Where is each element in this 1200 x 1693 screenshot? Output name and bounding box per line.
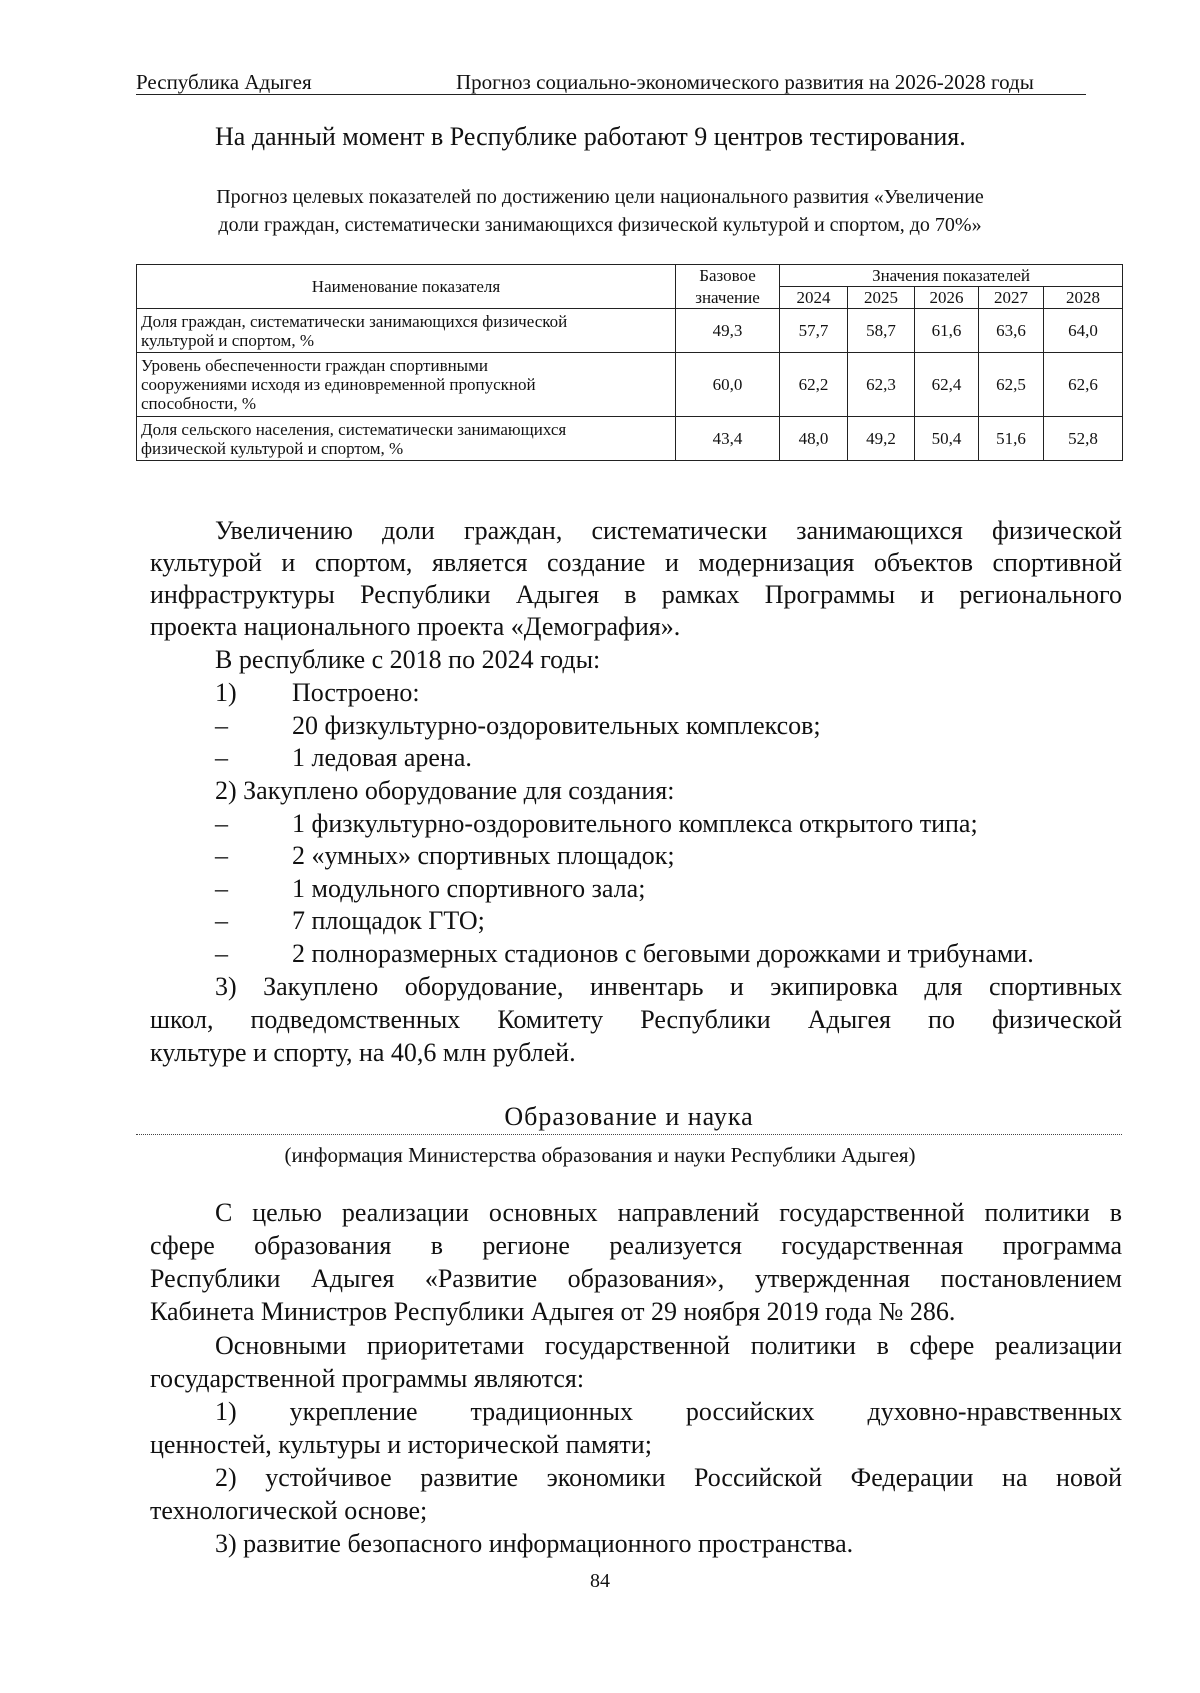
priority-item: 1) укрепление традиционных российских духовно-нравственных bbox=[215, 1397, 1122, 1426]
header-values: Значения показателей bbox=[780, 265, 1123, 287]
paragraph-line: инфраструктуры Республики Адыгея в рамках Программы и регионального bbox=[150, 580, 1122, 609]
header-year: 2027 bbox=[979, 287, 1044, 309]
year-value: 62,3 bbox=[848, 353, 915, 417]
header-year: 2025 bbox=[848, 287, 915, 309]
bought-label: 2) Закуплено оборудование для создания: bbox=[215, 776, 675, 805]
year-value: 64,0 bbox=[1044, 309, 1123, 353]
paragraph-line: государственной программы являются: bbox=[150, 1364, 585, 1393]
year-value: 61,6 bbox=[915, 309, 979, 353]
priority-item-cont: технологической основе; bbox=[150, 1496, 428, 1525]
priority-item: 3) развитие безопасного информационного пространства. bbox=[215, 1529, 854, 1558]
year-value: 50,4 bbox=[915, 417, 979, 461]
header-region: Республика Адыгея bbox=[136, 70, 312, 94]
list-item: 2 полноразмерных стадионов с беговыми дорожками и трибунами. bbox=[292, 939, 1034, 968]
header-year: 2024 bbox=[780, 287, 848, 309]
year-value: 52,8 bbox=[1044, 417, 1123, 461]
section-title: Образование и наука bbox=[136, 1102, 1122, 1135]
header-year: 2026 bbox=[915, 287, 979, 309]
list-dash: – bbox=[215, 809, 228, 838]
intro-sentence: На данный момент в Республике работают 9 центров тестирования. bbox=[215, 122, 966, 151]
paragraph-line: культурой и спортом, является создание и модернизация объектов спортивной bbox=[150, 548, 1122, 577]
year-value: 58,7 bbox=[848, 309, 915, 353]
list-number: 1) bbox=[215, 678, 237, 707]
list-dash: – bbox=[215, 906, 228, 935]
page-number: 84 bbox=[590, 1570, 610, 1592]
list-dash: – bbox=[215, 711, 228, 740]
table-row bbox=[137, 417, 1123, 461]
year-value: 62,5 bbox=[979, 353, 1044, 417]
year-value: 51,6 bbox=[979, 417, 1044, 461]
indicator-name: Доля сельского населения, систематически занимающихся физической культурой и спортом, % bbox=[137, 417, 676, 461]
list-dash: – bbox=[215, 874, 228, 903]
list-dash: – bbox=[215, 743, 228, 772]
list-item: 1 модульного спортивного зала; bbox=[292, 874, 646, 903]
list-dash: – bbox=[215, 841, 228, 870]
year-value: 62,6 bbox=[1044, 353, 1123, 417]
paragraph-line: Республики Адыгея «Развитие образования», утвержденная постановлением bbox=[150, 1264, 1122, 1293]
base-value: 60,0 bbox=[676, 353, 780, 417]
paragraph-line: Увеличению доли граждан, систематически занимающихся физической bbox=[215, 516, 1122, 545]
list-dash: – bbox=[215, 939, 228, 968]
paragraph-line: культуре и спорту, на 40,6 млн рублей. bbox=[150, 1038, 576, 1067]
indicator-name: Доля граждан, систематически занимающихся физической культурой и спортом, % bbox=[137, 309, 676, 353]
year-value: 48,0 bbox=[780, 417, 848, 461]
indicator-name: Уровень обеспеченности граждан спортивными сооружениями исходя из единовременной пропускной способности, % bbox=[137, 353, 676, 417]
list-item: 1 физкультурно-оздоровительного комплекса открытого типа; bbox=[292, 809, 978, 838]
header-indicator-name: Наименование показателя bbox=[137, 265, 676, 309]
indicators-table bbox=[136, 264, 1123, 461]
base-value: 43,4 bbox=[676, 417, 780, 461]
year-value: 49,2 bbox=[848, 417, 915, 461]
base-value: 49,3 bbox=[676, 309, 780, 353]
built-label: Построено: bbox=[292, 678, 420, 707]
header-base-line-1: Базовое bbox=[676, 265, 780, 287]
year-value: 62,2 bbox=[780, 353, 848, 417]
paragraph-line: проекта национального проекта «Демография». bbox=[150, 612, 681, 641]
year-value: 57,7 bbox=[780, 309, 848, 353]
header-document-title: Прогноз социально-экономического развития на 2026-2028 годы bbox=[456, 70, 1034, 94]
priority-item: 2) устойчивое развитие экономики Российской Федерации на новой bbox=[215, 1463, 1122, 1492]
list-item: 7 площадок ГТО; bbox=[292, 906, 485, 935]
table-row bbox=[137, 353, 1123, 417]
header-year: 2028 bbox=[1044, 287, 1123, 309]
year-value: 62,4 bbox=[915, 353, 979, 417]
year-value: 63,6 bbox=[979, 309, 1044, 353]
section-subtitle: (информация Министерства образования и науки Республики Адыгея) bbox=[284, 1143, 916, 1167]
table-title-line-1: Прогноз целевых показателей по достижению цели национального развития «Увеличение bbox=[216, 186, 984, 208]
paragraph-line: Кабинета Министров Республики Адыгея от 29 ноября 2019 года № 286. bbox=[150, 1297, 956, 1326]
paragraph-line: Основными приоритетами государственной политики в сфере реализации bbox=[215, 1331, 1122, 1360]
list-item: 20 физкультурно-оздоровительных комплексов; bbox=[292, 711, 821, 740]
running-header bbox=[136, 62, 1086, 95]
table-row bbox=[137, 309, 1123, 353]
priority-item-cont: ценностей, культуры и исторической памяти; bbox=[150, 1430, 652, 1459]
period-line: В республике с 2018 по 2024 годы: bbox=[215, 645, 601, 674]
header-base-line-2: значение bbox=[676, 287, 780, 309]
paragraph-line: С целью реализации основных направлений государственной политики в bbox=[215, 1198, 1122, 1227]
paragraph-line: сфере образования в регионе реализуется государственная программа bbox=[150, 1231, 1122, 1260]
list-item: 2 «умных» спортивных площадок; bbox=[292, 841, 675, 870]
list-item: 1 ледовая арена. bbox=[292, 743, 472, 772]
table-title-line-2: доли граждан, систематически занимающихся физической культурой и спортом, до 70%» bbox=[218, 214, 982, 236]
paragraph-line: школ, подведомственных Комитету Республики Адыгея по физической bbox=[150, 1005, 1122, 1034]
paragraph-line: 3) Закуплено оборудование, инвентарь и экипировка для спортивных bbox=[215, 972, 1122, 1001]
